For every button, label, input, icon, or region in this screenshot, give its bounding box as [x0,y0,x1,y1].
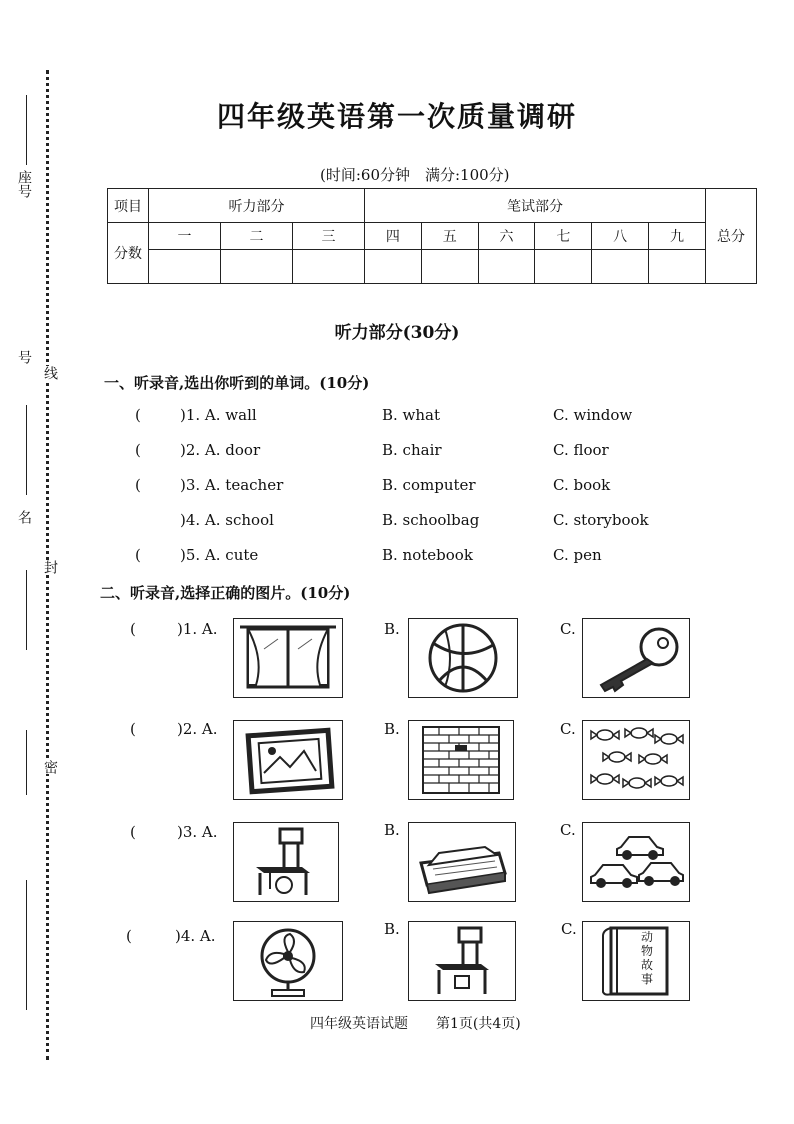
chair-icon [409,922,515,1000]
cars-icon [583,823,689,901]
q2-label-a: )1. A. [177,620,218,638]
picture-option[interactable] [233,720,343,800]
score-col: 五 [421,223,478,249]
margin-label-seal: 封 [42,560,58,574]
q1-option-c: C. window [553,406,633,424]
q2-label-b: B. [384,821,400,839]
score-col: 七 [535,223,592,249]
answer-paren[interactable]: ( [135,406,141,424]
margin-label-seat: 座号 [16,170,32,198]
binding-rule [26,570,27,650]
storybook-icon [583,922,689,1000]
picture-icon [234,721,342,799]
margin-label-number: 号 [16,350,32,364]
q2-heading: 二、听录音,选择正确的图片。(10分) [100,584,351,602]
picture-option[interactable] [408,921,516,1001]
picture-option[interactable] [408,618,518,698]
score-blank[interactable] [478,249,535,283]
q2-label-c: C. [561,920,577,938]
ball-icon [409,619,517,697]
binding-rule [26,880,27,1010]
picture-option[interactable] [582,618,690,698]
q2-label-b: B. [384,920,400,938]
score-col: 二 [220,223,292,249]
margin-label-secret: 密 [42,760,58,774]
picture-option[interactable] [408,822,516,902]
answer-paren[interactable]: ( [126,927,132,945]
picture-option[interactable] [233,618,343,698]
q1-option-c: C. pen [553,546,602,564]
q2-label-c: C. [560,720,576,738]
score-col: 六 [478,223,535,249]
answer-paren[interactable]: ( [130,823,136,841]
score-col: 三 [292,223,364,249]
key-icon [583,619,689,697]
q2-label-c: C. [560,821,576,839]
score-col: 四 [364,223,421,249]
score-col: 九 [649,223,706,249]
picture-option[interactable] [582,921,690,1001]
score-table-score-label: 分数 [108,223,149,284]
listening-section-title: 听力部分(30分) [334,323,460,343]
score-col: 一 [149,223,221,249]
picture-option[interactable] [582,822,690,902]
score-blank[interactable] [220,249,292,283]
score-table-written: 笔试部分 [364,189,705,223]
answer-paren[interactable]: ( [135,441,141,459]
q1-option-a: )3. A. teacher [180,476,284,494]
score-blank[interactable] [421,249,478,283]
picture-option[interactable] [233,822,339,902]
score-blank[interactable] [649,249,706,283]
window-icon [234,619,342,697]
answer-paren[interactable]: ( [135,546,141,564]
q2-label-a: )4. A. [175,927,216,945]
score-col: 八 [592,223,649,249]
picture-option[interactable] [233,921,343,1001]
q2-label-a: )2. A. [177,720,218,738]
q1-option-a: )4. A. school [180,511,274,529]
q1-heading: 一、听录音,选出你听到的单词。(10分) [104,374,370,392]
score-blank[interactable] [149,249,221,283]
score-blank[interactable] [592,249,649,283]
page-title: 四年级英语第一次质量调研 [216,100,577,133]
q1-option-a: )2. A. door [180,441,261,459]
q1-option-c: C. storybook [553,511,649,529]
score-blank[interactable] [535,249,592,283]
storybook-title: 动物故事 [640,930,653,986]
answer-paren[interactable]: ( [130,720,136,738]
score-table-listening: 听力部分 [149,189,365,223]
q1-option-b: B. notebook [382,546,473,564]
candy-icon [583,721,689,799]
q1-option-b: B. chair [382,441,442,459]
q2-label-b: B. [384,720,400,738]
score-table [107,188,757,284]
exam-info: (时间:60分钟 满分:100分) [320,166,510,184]
q1-option-b: B. computer [382,476,476,494]
book-icon [409,823,515,901]
binding-rule [26,730,27,795]
picture-option[interactable] [408,720,514,800]
answer-paren[interactable]: ( [135,476,141,494]
chair-icon [234,823,338,901]
binding-rule [26,405,27,495]
margin-label-line: 线 [42,366,58,380]
score-blank[interactable] [292,249,364,283]
score-blank[interactable] [364,249,421,283]
score-table-item-label: 项目 [108,189,149,223]
score-table-total: 总分 [706,189,757,284]
margin-label-name: 名 [16,510,32,524]
picture-option[interactable] [582,720,690,800]
q1-option-a: )1. A. wall [180,406,257,424]
q2-label-c: C. [560,620,576,638]
q2-label-a: )3. A. [177,823,218,841]
page-footer: 四年级英语试题 第1页(共4页) [310,1016,521,1032]
q2-label-b: B. [384,620,400,638]
q1-option-a: )5. A. cute [180,546,259,564]
answer-paren[interactable]: ( [130,620,136,638]
fan-icon [234,922,342,1000]
q1-option-b: B. schoolbag [382,511,480,529]
q1-option-b: B. what [382,406,441,424]
q1-option-c: C. book [553,476,611,494]
wall-icon [409,721,513,799]
q1-option-c: C. floor [553,441,609,459]
